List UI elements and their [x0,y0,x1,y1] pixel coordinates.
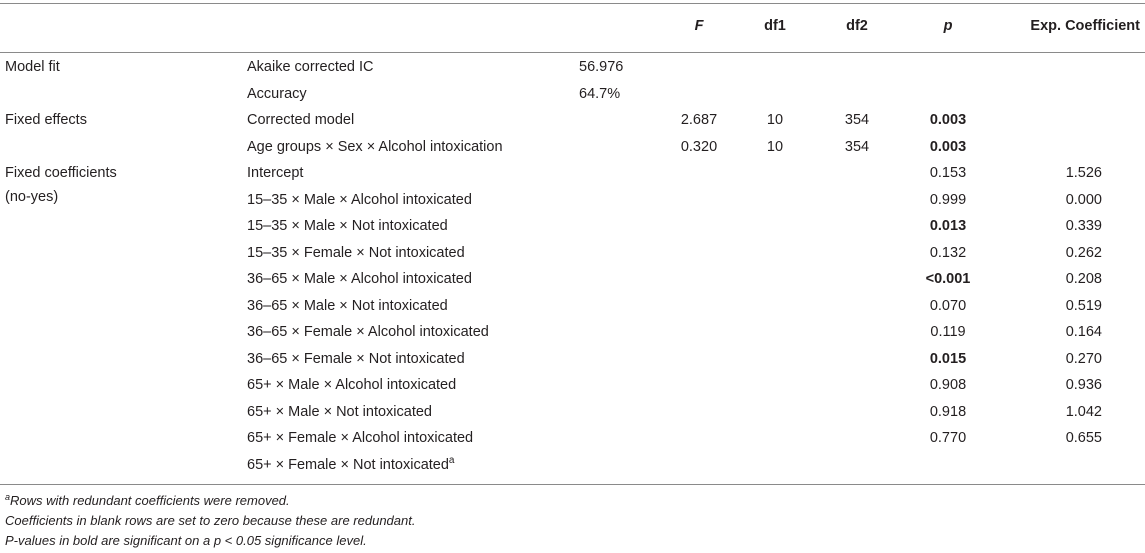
header-f: F [694,18,704,34]
table-row [0,187,1145,214]
cell-p: 0.918 [929,403,967,420]
table-header [0,14,1145,38]
footnote-marker: a [448,454,455,466]
row-label: Akaike corrected IC [247,59,374,75]
cell-exp-coefficient: 0.000 [1065,191,1102,208]
cell-p: 0.132 [929,244,967,261]
cell-exp-coefficient: 0.936 [1065,377,1102,393]
row-label: 65+ × Female × Not intoxicated$^a$ [247,454,455,473]
row-group-label: Model fit [5,59,60,75]
cell-p: 0.003 [929,112,967,128]
row-label: Intercept [247,165,304,181]
header-df2: df2 [846,18,868,34]
cell-exp-coefficient: 0.164 [1065,324,1102,340]
row-label: 65+ × Female × Alcohol intoxicated [247,430,474,446]
footnote-marker: a [5,492,11,502]
cell-p: 0.770 [929,430,967,446]
table-footnotes [5,491,415,551]
cell-p: 0.070 [929,297,967,314]
cell-p: 0.015 [929,350,967,367]
cell-p: <0.001 [925,271,971,287]
header-p: p [943,18,953,34]
cell-df1: 10 [766,138,784,155]
row-group-sublabel: (no-yes) [5,188,59,205]
cell-p: 0.003 [929,138,967,155]
table-row [0,54,1145,81]
row-label: 36–65 × Female × Alcohol intoxicated [247,324,489,340]
row-label: 36–65 × Male × Not intoxicated [247,297,448,314]
cell-df1: 10 [766,112,784,128]
table-row [0,399,1145,426]
cell-exp-coefficient: 1.042 [1065,403,1102,420]
cell-exp-coefficient: 0.270 [1065,350,1102,367]
cell-exp-coefficient: 0.519 [1065,297,1102,314]
row-label: 15–35 × Male × Not intoxicated [247,218,448,234]
row-label: 15–35 × Female × Not intoxicated [247,244,465,261]
table-row [0,452,1145,479]
table-row [0,372,1145,399]
cell-exp-coefficient: 0.655 [1065,430,1102,446]
row-label: 65+ × Male × Not intoxicated [247,403,432,420]
footnote-text-1: Rows with redundant coefficients were removed. [10,493,290,508]
footnote-bold-pvalues: P-values in bold are significant on a p < 0.05 significance level. [5,533,367,548]
cell-p: 0.999 [929,191,967,208]
table-row [0,319,1145,346]
table-row [0,293,1145,320]
cell-p: 0.153 [929,165,967,181]
row-label: Age groups × Sex × Alcohol intoxication [247,138,503,155]
table-row [0,346,1145,373]
table-bottom-rule [0,484,1145,485]
table-header-rule [0,52,1145,53]
row-label: 15–35 × Male × Alcohol intoxicated [247,191,472,208]
cell-exp-coefficient: 0.339 [1065,218,1102,234]
table-row [0,425,1145,452]
cell-df2: 354 [844,112,870,128]
cell-exp-coefficient: 0.208 [1065,271,1102,287]
table-row [0,107,1145,134]
row-label: Corrected model [247,112,355,128]
table-row [0,240,1145,267]
header-exp-coefficient: Exp. Coefficient [1030,18,1140,34]
row-label: 36–65 × Male × Alcohol intoxicated [247,271,472,287]
table-row [0,213,1145,240]
table-row [0,81,1145,108]
cell-p: 0.013 [929,218,967,234]
row-label: 36–65 × Female × Not intoxicated [247,350,465,367]
cell-exp-coefficient: 0.262 [1065,244,1102,261]
cell-f: 0.320 [680,138,718,155]
cell-p: 0.119 [930,324,966,340]
cell-p: 0.908 [929,377,967,393]
row-group-label: Fixed coefficients [5,165,117,181]
footnote-blank-rows: Coefficients in blank rows are set to zero because these are redundant. [5,513,416,528]
cell-df2: 354 [844,138,870,155]
table-row [0,266,1145,293]
row-label: Accuracy [247,85,307,102]
header-df1: df1 [764,18,786,34]
footnote-redundant-rows [5,491,415,511]
row-group-label: Fixed effects [5,112,87,128]
cell-f: 2.687 [680,112,718,128]
cell-exp-coefficient: 1.526 [1065,165,1102,181]
table-top-rule [0,3,1145,4]
row-label: 65+ × Male × Alcohol intoxicated [247,377,457,393]
cell-model-value: 64.7% [579,85,621,102]
table-row [0,134,1145,161]
cell-model-value: 56.976 [579,59,624,75]
